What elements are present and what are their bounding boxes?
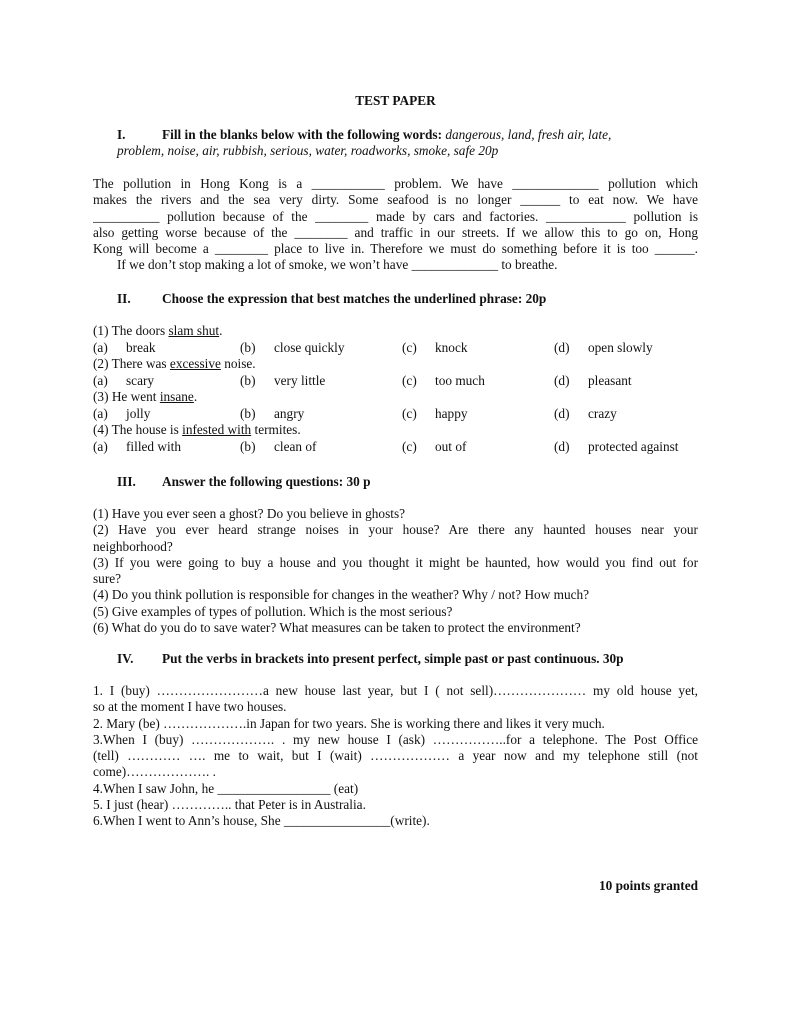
option-letter: (b) — [240, 339, 256, 355]
exercise-line: 2. Mary (be) ……………….in Japan for two years. She is working there and likes it very much. — [93, 715, 605, 731]
option-text: angry — [274, 405, 305, 421]
section-4-number: IV. — [117, 651, 134, 666]
option-letter: (b) — [240, 438, 256, 454]
question-options — [93, 373, 698, 390]
passage-line: also getting worse because of the ________ and traffic in our streets. If we allow this to go on, Hong — [93, 224, 698, 240]
option-text: scary — [126, 372, 155, 388]
question-line: sure? — [93, 571, 122, 587]
option-letter: (c) — [402, 339, 417, 355]
option-text: happy — [435, 405, 468, 421]
underlined-phrase: excessive — [169, 356, 221, 371]
option-letter: (c) — [402, 438, 417, 454]
exercise-line: 3.When I (buy) ………………. . my new house I (ask) ……………..for a telephone. The Post Office — [93, 731, 698, 747]
option-letter: (b) — [240, 405, 256, 421]
section-3-questions — [93, 506, 698, 636]
exercise-line: 1. I (buy) ……………………a new house last year, but I ( not sell)………………… my old house yet, — [93, 683, 698, 698]
question-options — [93, 340, 698, 357]
underlined-phrase: insane — [159, 389, 194, 404]
section-1-points: 20p — [478, 143, 499, 159]
exercise-line: 5. I just (hear) ………….. that Peter is in Australia. — [93, 797, 366, 813]
question-line: (6) What do you do to save water? What measures can be taken to protect the environment? — [93, 620, 581, 636]
passage-line: If we don’t stop making a lot of smoke, we won’t have _____________ to breathe. — [117, 257, 558, 273]
section-2-questions — [93, 323, 698, 455]
option-letter: (a) — [93, 372, 108, 388]
option-letter: (a) — [93, 438, 108, 454]
passage-line: The pollution in Hong Kong is a ___________ problem. We have _____________ pollution which — [93, 176, 698, 191]
option-letter: (d) — [554, 372, 570, 388]
option-text: open slowly — [588, 339, 653, 355]
option-text: crazy — [588, 405, 617, 421]
question-options — [93, 406, 698, 423]
option-letter: (c) — [402, 405, 417, 421]
section-1-word-list-line2: problem, noise, air, rubbish, serious, water, roadworks, smoke, safe — [117, 143, 476, 159]
section-4-exercises — [93, 683, 698, 830]
option-text: break — [126, 339, 156, 355]
section-1-passage — [93, 176, 698, 274]
option-letter: (d) — [554, 438, 570, 454]
section-1-instruction: Fill in the blanks below with the following words: — [162, 127, 443, 142]
question-stem: (4) The house is infested with termites. — [93, 422, 301, 437]
exercise-line: 6.When I went to Ann’s house, She ________________(write). — [93, 813, 430, 829]
underlined-phrase: slam shut — [168, 323, 220, 338]
option-letter: (d) — [554, 405, 570, 421]
section-3-number: III. — [117, 474, 136, 489]
passage-line: makes the rivers and the sea very dirty. Some seafood is no longer ______ to eat now. We have — [93, 192, 698, 208]
underlined-phrase: infested with — [182, 422, 252, 437]
section-1-number: I. — [117, 127, 126, 142]
section-2-number: II. — [117, 291, 131, 306]
option-letter: (d) — [554, 339, 570, 355]
option-text: out of — [435, 438, 467, 454]
option-text: pleasant — [588, 372, 632, 388]
option-text: filled with — [126, 438, 182, 454]
question-line: (2) Have you ever heard strange noises in your house? Are there any haunted houses near your — [93, 522, 698, 538]
option-text: jolly — [126, 405, 151, 421]
passage-line: __________ pollution because of the ________ made by cars and factories. ____________ pollution is — [93, 208, 698, 224]
question-stem: (3) He went insane. — [93, 389, 198, 404]
passage-line: Kong will become a ________ place to live in. Therefore we must do something before it is too ______. — [93, 241, 698, 257]
question-stem: (1) The doors slam shut. — [93, 323, 223, 338]
option-text: knock — [435, 339, 468, 355]
section-4-instruction: Put the verbs in brackets into present perfect, simple past or past continuous. 30p — [162, 651, 624, 666]
exercise-line: (tell) ………… …. me to wait, but I (wait) ……………… a year now and my telephone still (not — [93, 748, 698, 764]
exercise-line: come)………………. . — [93, 764, 216, 780]
question-options — [93, 439, 698, 456]
exercise-line: 4.When I saw John, he _________________ (eat) — [93, 780, 359, 796]
section-1-word-list-line1: dangerous, land, fresh air, late, — [445, 127, 612, 142]
question-line: neighborhood? — [93, 538, 173, 554]
question-stem: (2) There was excessive noise. — [93, 356, 256, 371]
option-letter: (c) — [402, 372, 417, 388]
option-letter: (b) — [240, 372, 256, 388]
option-text: protected against — [588, 438, 679, 454]
option-letter: (a) — [93, 405, 108, 421]
section-3-instruction: Answer the following questions: 30 p — [162, 474, 371, 489]
question-line: (5) Give examples of types of pollution. Which is the most serious? — [93, 603, 453, 619]
option-text: too much — [435, 372, 485, 388]
question-line: (3) If you were going to buy a house and you thought it might be haunted, how would you find out for — [93, 554, 698, 570]
option-letter: (a) — [93, 339, 108, 355]
option-text: close quickly — [274, 339, 345, 355]
option-text: very little — [274, 372, 326, 388]
section-2-instruction: Choose the expression that best matches the underlined phrase: 20p — [162, 291, 547, 306]
exercise-line: so at the moment I have two houses. — [93, 699, 287, 715]
option-text: clean of — [274, 438, 317, 454]
page-title: TEST PAPER — [355, 93, 436, 108]
points-granted-note: 10 points granted — [599, 878, 698, 893]
question-line: (1) Have you ever seen a ghost? Do you believe in ghosts? — [93, 506, 406, 521]
question-line: (4) Do you think pollution is responsible for changes in the weather? Why / not? How much? — [93, 587, 590, 603]
